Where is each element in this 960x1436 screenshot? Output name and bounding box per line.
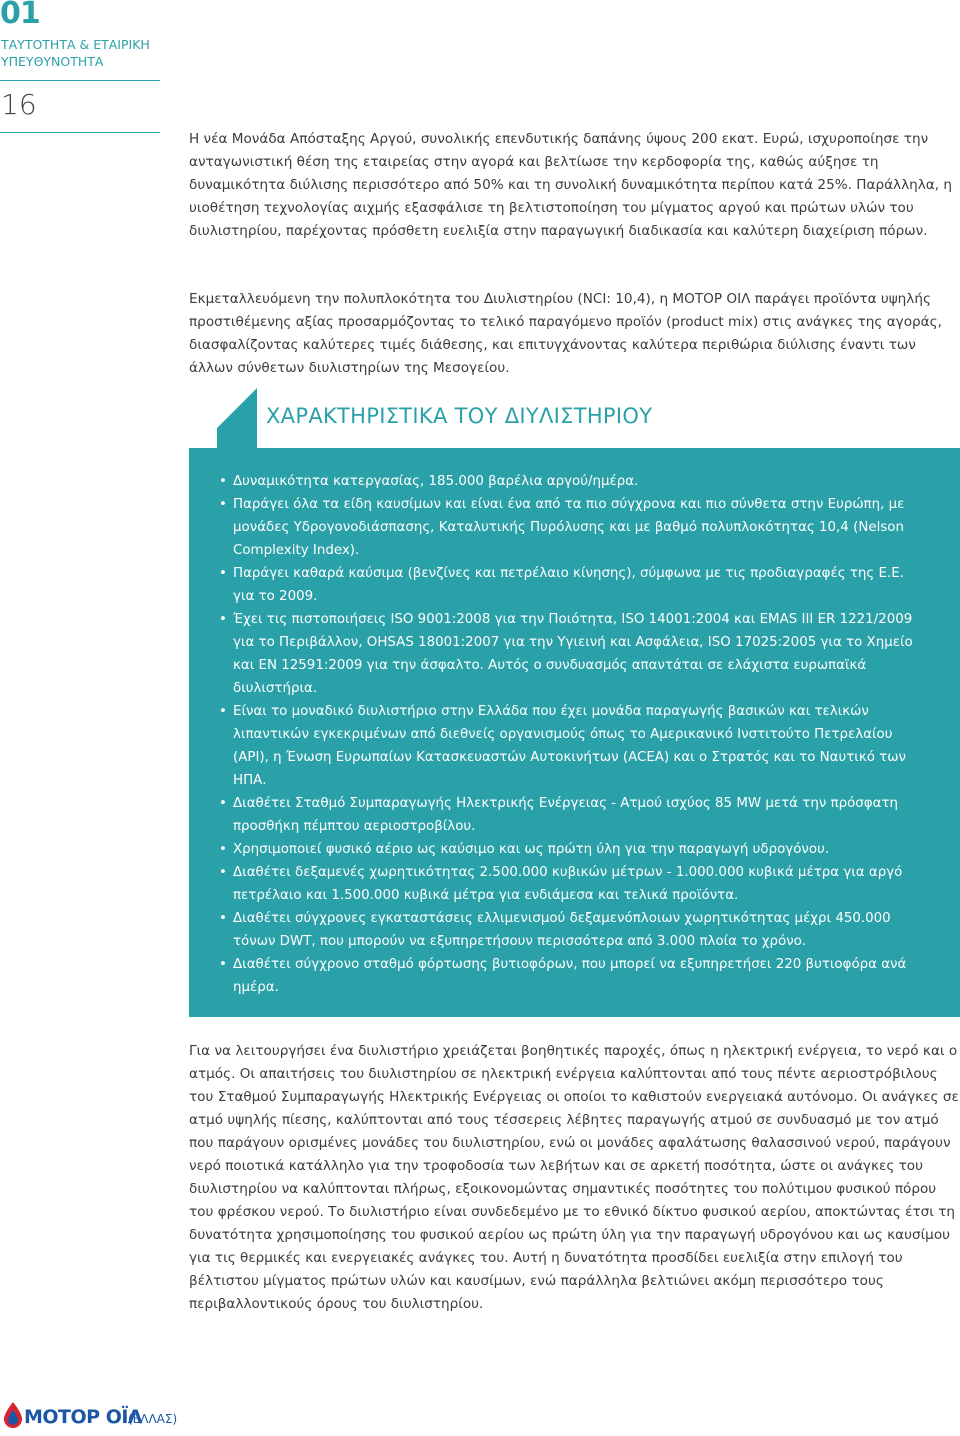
feature-text: Έχει τις πιστοποιήσεις ISO 9001:2008 για την Ποιότητα, ISO 14001:2004 και EMAS III ER 1221/2009 για το Περιβάλλον, OHSAS 18001:2007 για την Υγιεινή και Ασφάλεια, ISO 17025:2005 για το Χημείο και EN 12591:2009 για την άσφαλτο. Αυτός ο συνδυασμός απαντάται σε ελάχιστα ευρωπαϊκά διυλιστήρια.	[233, 612, 913, 696]
feature-item	[189, 608, 929, 700]
section-number: 01	[0, 0, 40, 31]
feature-text: Διαθέτει σύγχρονο σταθμό φόρτωσης βυτιοφόρων, που μπορεί να εξυπηρετήσει 220 βυτιοφόρα ανά ημέρα.	[233, 957, 907, 995]
page-number: 16	[1, 88, 37, 121]
logo-text: ΜΟΤΟΡ ΟΪΛ	[24, 1406, 143, 1428]
features-tab-corner	[217, 388, 257, 428]
feature-text: Παράγει όλα τα είδη καυσίμων και είναι ένα από τα πιο σύγχρονα και πιο σύνθετα στην Ευρώπη, με μονάδες Υδρογονοδιάσπασης, Καταλυτικής Πυρόλυσης και με βαθμό πολυπλοκότητας 10,4 (Nelson Complexity Index).	[233, 497, 905, 558]
feature-item	[189, 792, 929, 838]
bullet-icon: •	[219, 566, 227, 581]
section-title: ΤΑΥΤΟΤΗΤΑ & ΕΤΑΙΡΙΚΗ ΥΠΕΥΘΥΝΟΤΗΤΑ	[1, 37, 150, 69]
bullet-icon: •	[219, 842, 227, 857]
feature-item	[189, 470, 929, 493]
feature-text: Διαθέτει δεξαμενές χωρητικότητας 2.500.000 κυβικών μέτρων - 1.000.000 κυβικά μέτρα για αργό πετρέλαιο και 1.500.000 κυβικά μέτρα για ενδιάμεσα και τελικά προϊόντα.	[233, 865, 903, 903]
feature-item	[189, 493, 929, 562]
logo-subtext: (ΕΛΛΑΣ)	[128, 1412, 178, 1426]
body-paragraph: Η νέα Μονάδα Απόσταξης Αργού, συνολικής επενδυτικής δαπάνης ύψους 200 εκατ. Ευρώ, ισχυροποίησε την ανταγωνιστική θέση της εταιρείας στην αγορά και βελτίωσε την κερδοφορία της, καθώς αύξησε τη δυναμικότητα διύλισης περισσότερο από 50% και τη συνολική δυναμικότητα περίπου κατά 25%. Παράλληλα, η υιοθέτηση τεχνολογίας αιχμής εξασφάλισε τη βελτιστοποίηση του μίγματος αργού και πρώτων υλών του διυλιστηρίου, παρέχοντας πρόσθετη ευελιξία στην παραγωγική διαδικασία και καλύτερη διαχείριση πόρων.	[189, 131, 953, 239]
bullet-icon: •	[219, 865, 227, 880]
body-paragraph: Για να λειτουργήσει ένα διυλιστήριο χρειάζεται βοηθητικές παροχές, όπως η ηλεκτρική ενέργεια, το νερό και ο ατμός. Οι απαιτήσεις του διυλιστηρίου σε ηλεκτρική ενέργεια καλύπτονται από τους πέντε αεριοστρόβιλους του Σταθμού Συμπαραγωγής Ηλεκτρικής Ενέργειας οι οποίοι το καθιστούν ενεργειακά αυτόνομο. Οι ανάγκες σε ατμό υψηλής πίεσης, καλύπτονται από τους τέσσερεις λέβητες παραγωγής ατμού σε συνδυασμό με τον ατμό που παράγουν ορισμένες μονάδες του διυλιστηρίου, ενώ οι μονάδες αφαλάτωσης θαλασσινού νερού, παράγουν νερό ποιοτικά κατάλληλο για την τροφοδοσία των λεβήτων και σε αρκετή ποσότητα, ώστε οι ανάγκες του διυλιστηρίου να καλύπτονται πλήρως, εξοικονομώντας σημαντικές ποσότητες του πολύτιμου φυσικού πόρου του φρέσκου νερού. Το διυλιστήριο είναι συνδεδεμένο με το εθνικό δίκτυο φυσικού αερίου, αποκτώντας έτσι τη δυνατότητα χρησιμοποίησης του φυσικού αερίου ως πρώτη ύλη για την παραγωγή υδρογόνου και ως καυσίμου για τις θερμικές και ενεργειακές ανάγκες του. Αυτή η δυνατότητα προσδίδει ευελιξία στην επιλογή του βέλτιστου μίγματος πρώτων υλών και καυσίμων, ενώ παράλληλα βελτιώνει ακόμη περισσότερο τους περιβαλλοντικούς όρους του διυλιστηρίου.	[189, 1043, 959, 1312]
feature-item	[189, 861, 929, 907]
bullet-icon: •	[219, 796, 227, 811]
feature-item	[189, 907, 929, 953]
bullet-icon: •	[219, 497, 227, 512]
feature-text: Χρησιμοποιεί φυσικό αέριο ως καύσιμο και ως πρώτη ύλη για την παραγωγή υδρογόνου.	[233, 842, 830, 857]
feature-text: Είναι το μοναδικό διυλιστήριο στην Ελλάδα που έχει μονάδα παραγωγής βασικών και τελικών λιπαντικών εγκεκριμένων από διεθνείς οργανισμούς όπως το Αμερικανικό Ινστιτούτο Πετρελαίου (API), η Ένωση Ευρωπαίων Κατασκευαστών Αυτοκινήτων (ACEA) και ο Στρατός και το Ναυτικό των ΗΠΑ.	[233, 704, 906, 788]
features-list	[189, 470, 929, 999]
feature-text: Παράγει καθαρά καύσιμα (βενζίνες και πετρέλαιο κίνησης), σύμφωνα με τις προδιαγραφές της Ε.Ε. για το 2009.	[233, 566, 904, 604]
feature-text: Διαθέτει σύγχρονες εγκαταστάσεις ελλιμενισμού δεξαμενόπλοιων χωρητικότητας μέχρι 450.000 τόνων DWT, που μπορούν να εξυπηρετήσουν περισσότερα από 3.000 πλοία το χρόνο.	[233, 911, 891, 949]
bullet-icon: •	[219, 957, 227, 972]
flame-drop-icon	[4, 1402, 22, 1428]
feature-item	[189, 838, 929, 861]
divider	[0, 80, 160, 81]
features-heading: ΧΑΡΑΚΤΗΡΙΣΤΙΚΑ ΤΟΥ ΔΙΥΛΙΣΤΗΡΙΟΥ	[266, 404, 653, 428]
feature-item	[189, 562, 929, 608]
divider	[0, 132, 160, 133]
company-logo	[0, 1400, 200, 1436]
feature-item	[189, 953, 929, 999]
feature-text: Δυναμικότητα κατεργασίας, 185.000 βαρέλια αργού/ημέρα.	[233, 474, 639, 489]
features-box	[189, 448, 960, 1017]
body-paragraph: Εκμεταλλευόμενη την πολυπλοκότητα του Διυλιστηρίου (NCI: 10,4), η ΜΟΤΟΡ ΟΙΛ παράγει προϊόντα υψηλής προστιθέμενης αξίας προσαρμόζοντας το τελικό παραγόμενο προϊόν (product mix) στις ανάγκες της αγοράς, διασφαλίζοντας καλύτερες τιμές διάθεσης, και επιτυγχάνοντας καλύτερα περιθώρια διύλισης έναντι των άλλων σύνθετων διυλιστηρίων της Μεσογείου.	[189, 291, 942, 376]
bullet-icon: •	[219, 911, 227, 926]
feature-text: Διαθέτει Σταθμό Συμπαραγωγής Ηλεκτρικής Ενέργειας - Ατμού ισχύος 85 MW μετά την πρόσφατη προσθήκη πέμπτου αεριοστροβίλου.	[233, 796, 899, 834]
bullet-icon: •	[219, 704, 227, 719]
bullet-icon: •	[219, 612, 227, 627]
bullet-icon: •	[219, 474, 227, 489]
feature-item	[189, 700, 929, 792]
